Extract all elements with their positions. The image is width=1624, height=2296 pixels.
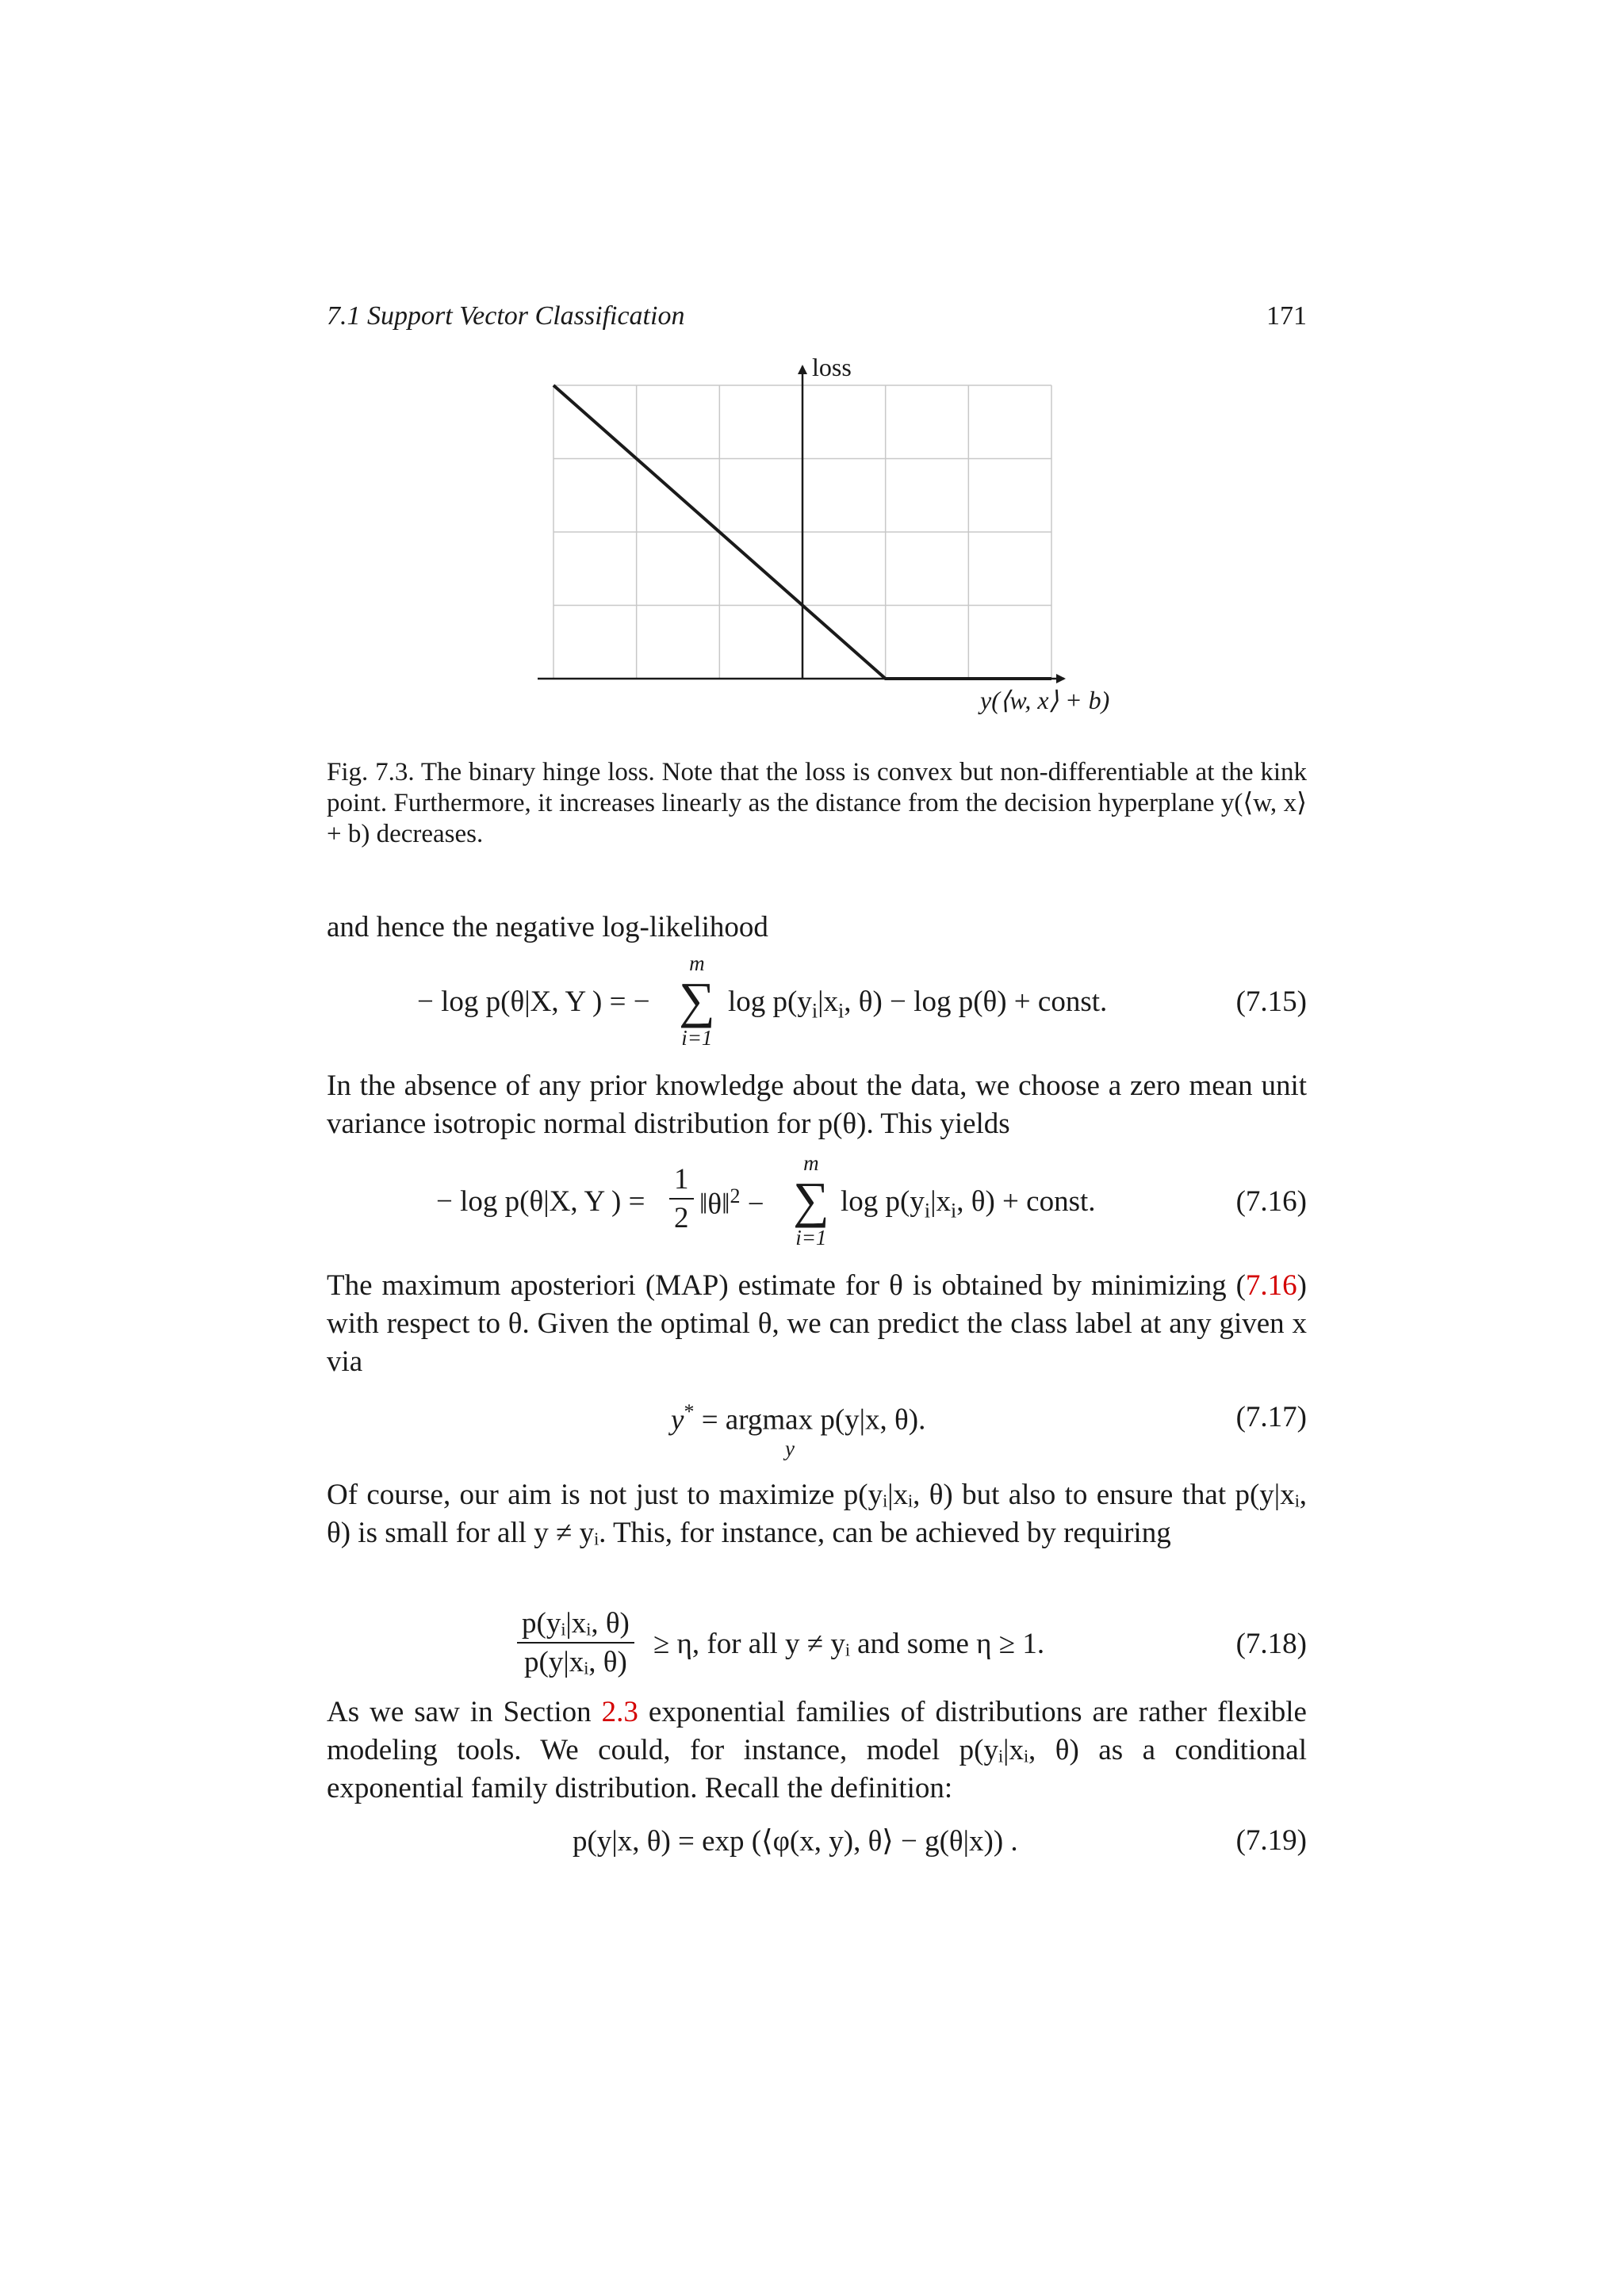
- hinge-loss-figure: [523, 349, 1110, 729]
- fraction-numerator: 1: [669, 1162, 694, 1200]
- eq17-rhs: = argmax p(y|x, θ).: [701, 1403, 926, 1437]
- eq15-sum: m ∑ i=1: [679, 951, 715, 1050]
- equation-number: (7.17): [1235, 1401, 1307, 1433]
- chart-axes: [538, 365, 1066, 683]
- eq19-body: p(y|x, θ) = exp (⟨φ(x, y), θ⟩ − g(θ|x)) .: [573, 1825, 1018, 1858]
- sum-upper: m: [803, 1151, 819, 1175]
- equation-number: (7.18): [1235, 1628, 1307, 1660]
- eq16-fraction: [669, 1162, 694, 1235]
- page-number: 171: [1266, 301, 1307, 331]
- section-title: 7.1 Support Vector Classification: [327, 301, 685, 331]
- eq16-norm: ‖θ‖: [699, 1188, 730, 1221]
- eq18-fraction: [517, 1606, 634, 1679]
- equation-number: (7.15): [1235, 985, 1307, 1018]
- y-axis-arrow: [798, 365, 807, 374]
- eq16-sum: m ∑ i=1: [793, 1151, 829, 1249]
- equation-7-19: [327, 1823, 1307, 1863]
- argmax-subscript: y: [785, 1437, 795, 1460]
- running-head: [327, 301, 1307, 336]
- section-ref-link[interactable]: 2.3: [601, 1696, 638, 1728]
- eq15-rhs2: |x: [818, 985, 839, 1018]
- equation-7-16: [327, 1151, 1307, 1258]
- eq16-lhs: − log p(θ|X, Y ) =: [436, 1185, 645, 1218]
- paragraph-1: and hence the negative log-likelihood: [327, 911, 768, 943]
- p3-text-a: The maximum aposteriori (MAP) estimate for θ is obtained by minimizing (: [327, 1269, 1246, 1302]
- sum-lower: i=1: [681, 1026, 713, 1050]
- paragraph-4: Of course, our aim is not just to maximize p(yᵢ|xᵢ, θ) but also to ensure that p(y|xᵢ, θ) is small for all y ≠ yᵢ. This, for instance, can be achieved by requiring: [327, 1479, 1307, 1549]
- paragraph-2: In the absence of any prior knowledge about the data, we choose a zero mean unit variance isotropic normal distribution for p(θ). This yields: [327, 1070, 1307, 1140]
- sum-lower: i=1: [795, 1226, 827, 1249]
- eq15-lhs: − log p(θ|X, Y ) = −: [417, 985, 650, 1018]
- paragraph-5: [327, 1693, 1307, 1808]
- equation-7-15: [327, 951, 1307, 1054]
- equation-number: (7.16): [1235, 1185, 1307, 1218]
- paragraph-3: [327, 1267, 1307, 1381]
- eq16-sup: 2: [730, 1184, 741, 1207]
- fraction-denominator: 2: [674, 1202, 689, 1234]
- eq16-sub1: i: [924, 1199, 931, 1223]
- eq16-rhs3: , θ) + const.: [956, 1185, 1096, 1218]
- p5-text-a: As we saw in Section: [327, 1696, 602, 1728]
- eq17-sup: *: [684, 1400, 695, 1423]
- x-axis-arrow: [1056, 674, 1066, 683]
- eq15-rhs: log p(y: [728, 985, 812, 1018]
- eq15-sub1: i: [811, 999, 818, 1023]
- equation-7-17: [327, 1400, 1307, 1464]
- y-axis-label: loss: [812, 353, 852, 381]
- fraction-denominator: p(y|xᵢ, θ): [524, 1646, 627, 1678]
- sum-upper: m: [689, 951, 705, 975]
- equation-7-18: [327, 1606, 1307, 1686]
- p3-text-b: ) with respect to θ. Given the optimal θ, we can predict the class label at any given x via: [327, 1269, 1307, 1378]
- eq16-rhs2: |x: [930, 1185, 952, 1218]
- caption-text: The binary hinge loss. Note that the loss is convex but non-differentiable at the kink point. Furthermore, it increases linearly as the distance from the decision hyperplane y(⟨w, x⟩ + b) decreases.: [327, 758, 1307, 848]
- caption-label: Fig. 7.3.: [327, 758, 415, 786]
- equation-number: (7.19): [1235, 1824, 1307, 1857]
- x-axis-label: y(⟨w, x⟩ + b): [980, 686, 1110, 714]
- eq15-sub2: i: [838, 999, 845, 1023]
- eq16-sub2: i: [951, 1199, 957, 1223]
- p5-text-b: exponential families of distributions are rather flexible modeling tools. We could, for instance, model p(yᵢ|xᵢ, θ) as a conditional exponential family distribution. Recall the definition:: [327, 1696, 1307, 1804]
- eq17-lhs: y: [671, 1403, 684, 1437]
- eq16-minus: −: [747, 1188, 764, 1221]
- eq16-rhs: log p(y: [841, 1185, 925, 1218]
- eq15-rhs3: , θ) − log p(θ) + const.: [844, 985, 1108, 1018]
- eq18-rhs: ≥ η, for all y ≠ yᵢ and some η ≥ 1.: [653, 1628, 1045, 1660]
- equation-ref-link[interactable]: 7.16: [1245, 1269, 1297, 1302]
- figure-caption: [327, 757, 1307, 850]
- fraction-numerator: p(yᵢ|xᵢ, θ): [517, 1606, 634, 1644]
